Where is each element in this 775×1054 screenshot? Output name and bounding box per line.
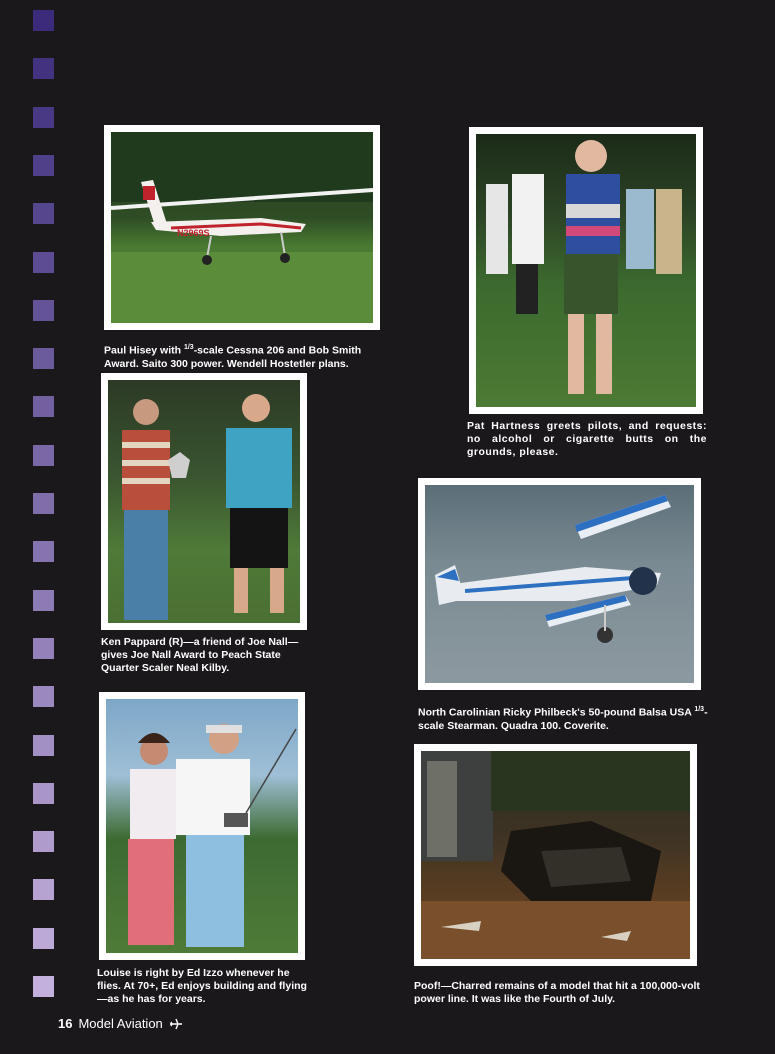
decorative-square bbox=[33, 541, 54, 562]
stearman-biplane-illustration bbox=[425, 485, 694, 683]
magazine-title: Model Aviation bbox=[78, 1016, 163, 1031]
caption-cessna-fraction: 1/3 bbox=[183, 344, 194, 351]
decorative-square bbox=[33, 155, 54, 176]
couple-illustration bbox=[106, 699, 298, 953]
decorative-square bbox=[33, 10, 54, 31]
wreckage-illustration bbox=[421, 751, 690, 959]
crowd-illustration bbox=[476, 134, 696, 407]
photo-stearman bbox=[418, 478, 701, 690]
decorative-square bbox=[33, 831, 54, 852]
airplane-icon bbox=[169, 1018, 183, 1030]
photo-charred bbox=[414, 744, 697, 966]
page-footer bbox=[58, 1016, 183, 1031]
award-presentation-illustration bbox=[108, 380, 300, 623]
photo-pappard bbox=[101, 373, 307, 630]
caption-stearman-fraction: 1/3 bbox=[694, 706, 705, 713]
decorative-square bbox=[33, 686, 54, 707]
tail-registration: N2969S bbox=[177, 228, 210, 238]
caption-cessna bbox=[104, 341, 389, 371]
decorative-square bbox=[33, 879, 54, 900]
caption-hartness: Pat Hartness greets pilots, and requests: no alcohol or cigarette butts on the grounds, please. bbox=[467, 420, 707, 458]
decorative-square bbox=[33, 590, 54, 611]
decorative-square bbox=[33, 396, 54, 417]
caption-izzo: Louise is right by Ed Izzo whenever he flies. At 70+, Ed enjoys building and flying—as he has for years. bbox=[97, 967, 307, 1005]
photo-cessna bbox=[104, 125, 380, 330]
photo-izzo bbox=[99, 692, 305, 960]
caption-stearman-post: -scale Stearman. Quadra 100. Coverite. bbox=[418, 706, 708, 732]
page-number: 16 bbox=[58, 1016, 73, 1031]
caption-charred: Poof!—Charred remains of a model that hit a 100,000-volt power line. It was like the Fourth of July. bbox=[414, 980, 700, 1005]
caption-pappard: Ken Pappard (R)—a friend of Joe Nall—gives Joe Nall Award to Peach State Quarter Scaler Neal Kilby. bbox=[101, 636, 299, 674]
decorative-square bbox=[33, 252, 54, 273]
caption-cessna-post: -scale Cessna 206 and Bob Smith Award. Saito 300 power. Wendell Hostetler plans. bbox=[104, 344, 362, 370]
decorative-square bbox=[33, 107, 54, 128]
decorative-square bbox=[33, 638, 54, 659]
caption-stearman bbox=[418, 703, 708, 733]
decorative-square bbox=[33, 203, 54, 224]
decorative-square bbox=[33, 348, 54, 369]
decorative-square bbox=[33, 928, 54, 949]
decorative-square bbox=[33, 493, 54, 514]
decorative-square bbox=[33, 445, 54, 466]
decorative-square bbox=[33, 976, 54, 997]
caption-stearman-pre: North Carolinian Ricky Philbeck's 50-pound Balsa USA bbox=[418, 706, 695, 719]
decorative-square bbox=[33, 735, 54, 756]
cessna-airplane-illustration bbox=[111, 132, 373, 323]
decorative-square bbox=[33, 300, 54, 321]
photo-hartness bbox=[469, 127, 703, 414]
decorative-square bbox=[33, 783, 54, 804]
decorative-square bbox=[33, 58, 54, 79]
caption-cessna-pre: Paul Hisey with bbox=[104, 344, 184, 357]
